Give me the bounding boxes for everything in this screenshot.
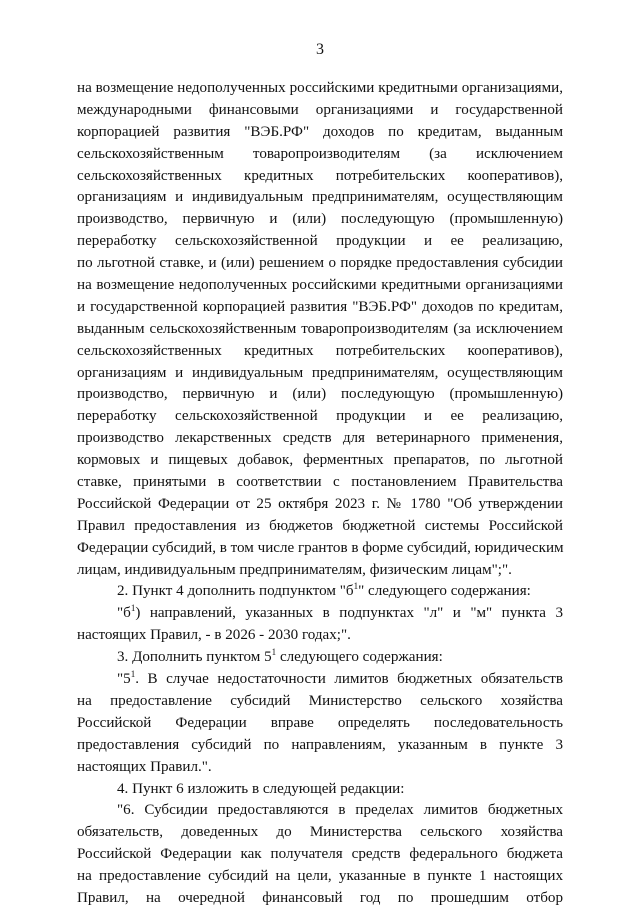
text-line: кормовых и пищевых добавок, ферментных препаратов, по льготной — [77, 452, 563, 469]
text-line — [77, 581, 563, 603]
text-line: обязательств, доведенных до Министерства сельского хозяйства — [77, 824, 563, 841]
text-line: настоящих Правил.". — [77, 758, 212, 775]
text-line — [77, 669, 563, 691]
text-line: производство, первичную и (или) последующую (промышленную) — [77, 211, 563, 228]
text-line: сельскохозяйственным товаропроизводителям (за исключением — [77, 145, 563, 162]
text-fragment: следующего содержания: — [276, 649, 443, 666]
superscript-index: 1 — [130, 603, 136, 614]
text-line: Российской Федерации как получателя средств федерального бюджета — [77, 846, 563, 863]
text-fragment: " следующего содержания: — [358, 583, 531, 600]
text-line: сельскохозяйственных кредитных потребительских кооперативов), — [77, 342, 563, 359]
text-line: лицам, индивидуальным предпринимателям, физическим лицам";". — [77, 561, 512, 578]
text-line: Российской Федерации вправе определять последовательность — [77, 714, 563, 731]
superscript-index: 1 — [130, 669, 136, 680]
text-line: выданным сельскохозяйственным товаропроизводителям (за исключением — [77, 320, 563, 337]
text-line: организациям и индивидуальным предпринимателям, осуществляющим — [77, 364, 563, 381]
text-line: сельскохозяйственных кредитных потребительских кооперативов), — [77, 167, 563, 184]
text-line: "6. Субсидии предоставляются в пределах лимитов бюджетных — [117, 802, 563, 819]
text-fragment: . В случае недостаточности лимитов бюджетных обязательств — [135, 671, 563, 688]
superscript-index: 1 — [271, 647, 277, 658]
text-line: корпорацией развития "ВЭБ.РФ" доходов по кредитам, выданным — [77, 123, 563, 140]
text-line: Правил предоставления из бюджетов бюджетной системы Российской — [77, 517, 563, 534]
text-line: переработку сельскохозяйственной продукции и ее реализацию, — [77, 233, 563, 250]
text-fragment: ) направлений, указанных в подпунктах "л" и "м" пункта 3 — [135, 605, 563, 622]
text-fragment: 3. Дополнить пунктом 5 — [117, 649, 272, 666]
document-body — [77, 78, 563, 910]
text-line — [77, 603, 563, 625]
text-line: предоставления субсидий по направлениям, указанным в пункте 3 — [77, 736, 563, 753]
text-line — [77, 647, 563, 669]
text-line: на возмещение недополученных российскими кредитными организациями, — [77, 80, 563, 96]
text-line: производство, первичную и (или) последующую (промышленную) — [77, 386, 563, 403]
text-line: переработку сельскохозяйственной продукции и ее реализацию, — [77, 408, 563, 425]
text-fragment: 2. Пункт 4 дополнить подпунктом "б — [117, 583, 354, 600]
text-line: организациям и индивидуальным предпринимателям, осуществляющим — [77, 189, 563, 206]
text-line: и государственной корпорацией развития "ВЭБ.РФ" доходов по кредитам, — [77, 298, 563, 315]
superscript-index: 1 — [353, 581, 359, 592]
text-line: настоящих Правил, - в 2026 - 2030 годах;". — [77, 627, 351, 644]
text-fragment: "б — [117, 605, 131, 622]
text-line: по льготной ставке, и (или) решением о порядке предоставления субсидии — [77, 255, 563, 272]
text-line: ставке, принятыми в соответствии с постановлением Правительства — [77, 474, 563, 491]
text-line: производство лекарственных средств для ветеринарного применения, — [77, 430, 563, 447]
text-fragment: "5 — [117, 671, 131, 688]
text-line: Федерации субсидий, в том числе грантов в форме субсидий, юридическим — [77, 539, 564, 556]
text-line: Российской Федерации от 25 октября 2023 г. № 1780 "Об утверждении — [77, 495, 563, 512]
text-line: на предоставление субсидий на цели, указанные в пункте 1 настоящих — [77, 868, 563, 885]
text-line: на предоставление субсидий Министерство сельского хозяйства — [77, 692, 563, 709]
page-number: 3 — [316, 41, 324, 58]
text-line: Правил, на очередной финансовый год по прошедшим отбор — [77, 889, 563, 906]
text-line: международными финансовыми организациями и государственной — [77, 101, 563, 118]
text-line: на возмещение недополученных российскими кредитными организациями — [77, 277, 563, 294]
text-line: 4. Пункт 6 изложить в следующей редакции: — [117, 780, 405, 797]
